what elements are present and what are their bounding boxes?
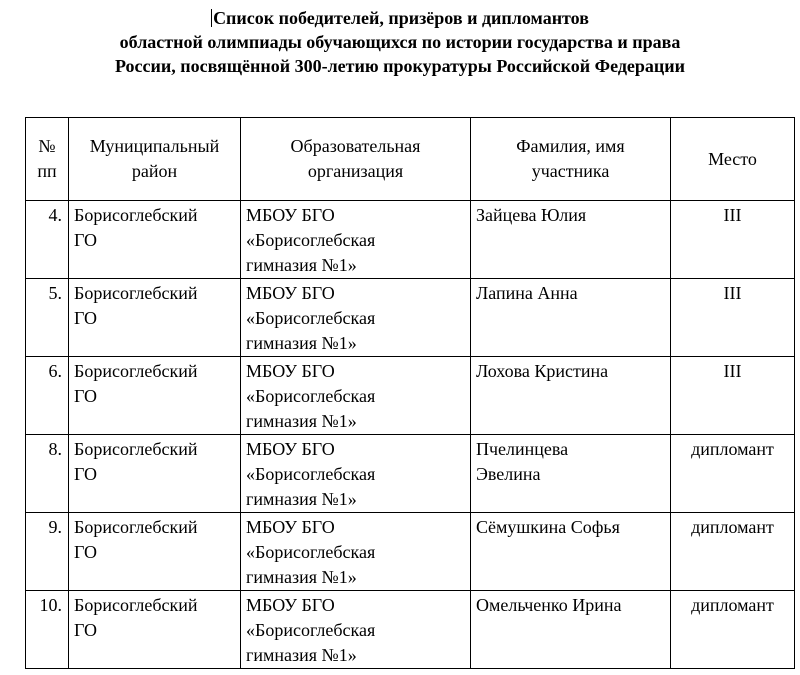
cell-place: дипломант — [671, 591, 795, 669]
cell-number: 10. — [26, 591, 69, 669]
cell-organization: МБОУ БГО «Борисоглебская гимназия №1» — [241, 279, 471, 357]
table-row — [26, 357, 795, 435]
cell-participant: Лапина Анна — [471, 279, 671, 357]
table-header-row — [26, 118, 795, 201]
table-row — [26, 591, 795, 669]
cell-district: Борисоглебский ГО — [69, 591, 241, 669]
cell-participant: Омельченко Ирина — [471, 591, 671, 669]
cell-participant: Сёмушкина Софья — [471, 513, 671, 591]
cell-number: 4. — [26, 201, 69, 279]
table-row — [26, 201, 795, 279]
document-title — [0, 6, 800, 78]
cell-place: III — [671, 201, 795, 279]
cell-place: дипломант — [671, 435, 795, 513]
header-district: Муниципальный район — [69, 118, 241, 201]
header-participant: Фамилия, имя участника — [471, 118, 671, 201]
table-row — [26, 435, 795, 513]
cell-number: 6. — [26, 357, 69, 435]
cell-district: Борисоглебский ГО — [69, 279, 241, 357]
table-body — [26, 201, 795, 669]
cell-district: Борисоглебский ГО — [69, 357, 241, 435]
header-number: № пп — [26, 118, 69, 201]
cell-organization: МБОУ БГО «Борисоглебская гимназия №1» — [241, 591, 471, 669]
cell-participant: Пчелинцева Эвелина — [471, 435, 671, 513]
cell-organization: МБОУ БГО «Борисоглебская гимназия №1» — [241, 435, 471, 513]
cell-participant: Зайцева Юлия — [471, 201, 671, 279]
cell-organization: МБОУ БГО «Борисоглебская гимназия №1» — [241, 201, 471, 279]
cell-number: 9. — [26, 513, 69, 591]
cell-place: III — [671, 357, 795, 435]
cell-district: Борисоглебский ГО — [69, 435, 241, 513]
winners-table — [25, 117, 795, 669]
cell-participant: Лохова Кристина — [471, 357, 671, 435]
cell-district: Борисоглебский ГО — [69, 201, 241, 279]
title-line-2: областной олимпиады обучающихся по истории государства и права — [119, 32, 681, 52]
cell-number: 8. — [26, 435, 69, 513]
table-row — [26, 279, 795, 357]
cell-organization: МБОУ БГО «Борисоглебская гимназия №1» — [241, 357, 471, 435]
table-row — [26, 513, 795, 591]
cell-organization: МБОУ БГО «Борисоглебская гимназия №1» — [241, 513, 471, 591]
title-line-3: России, посвящённой 300-летию прокуратуры Российской Федерации — [114, 56, 686, 76]
cell-number: 5. — [26, 279, 69, 357]
cell-place: III — [671, 279, 795, 357]
cell-district: Борисоглебский ГО — [69, 513, 241, 591]
header-organization: Образовательная организация — [241, 118, 471, 201]
title-line-1: Список победителей, призёров и дипломантов — [213, 8, 589, 28]
cell-place: дипломант — [671, 513, 795, 591]
text-cursor — [211, 9, 212, 27]
header-place: Место — [671, 118, 795, 201]
